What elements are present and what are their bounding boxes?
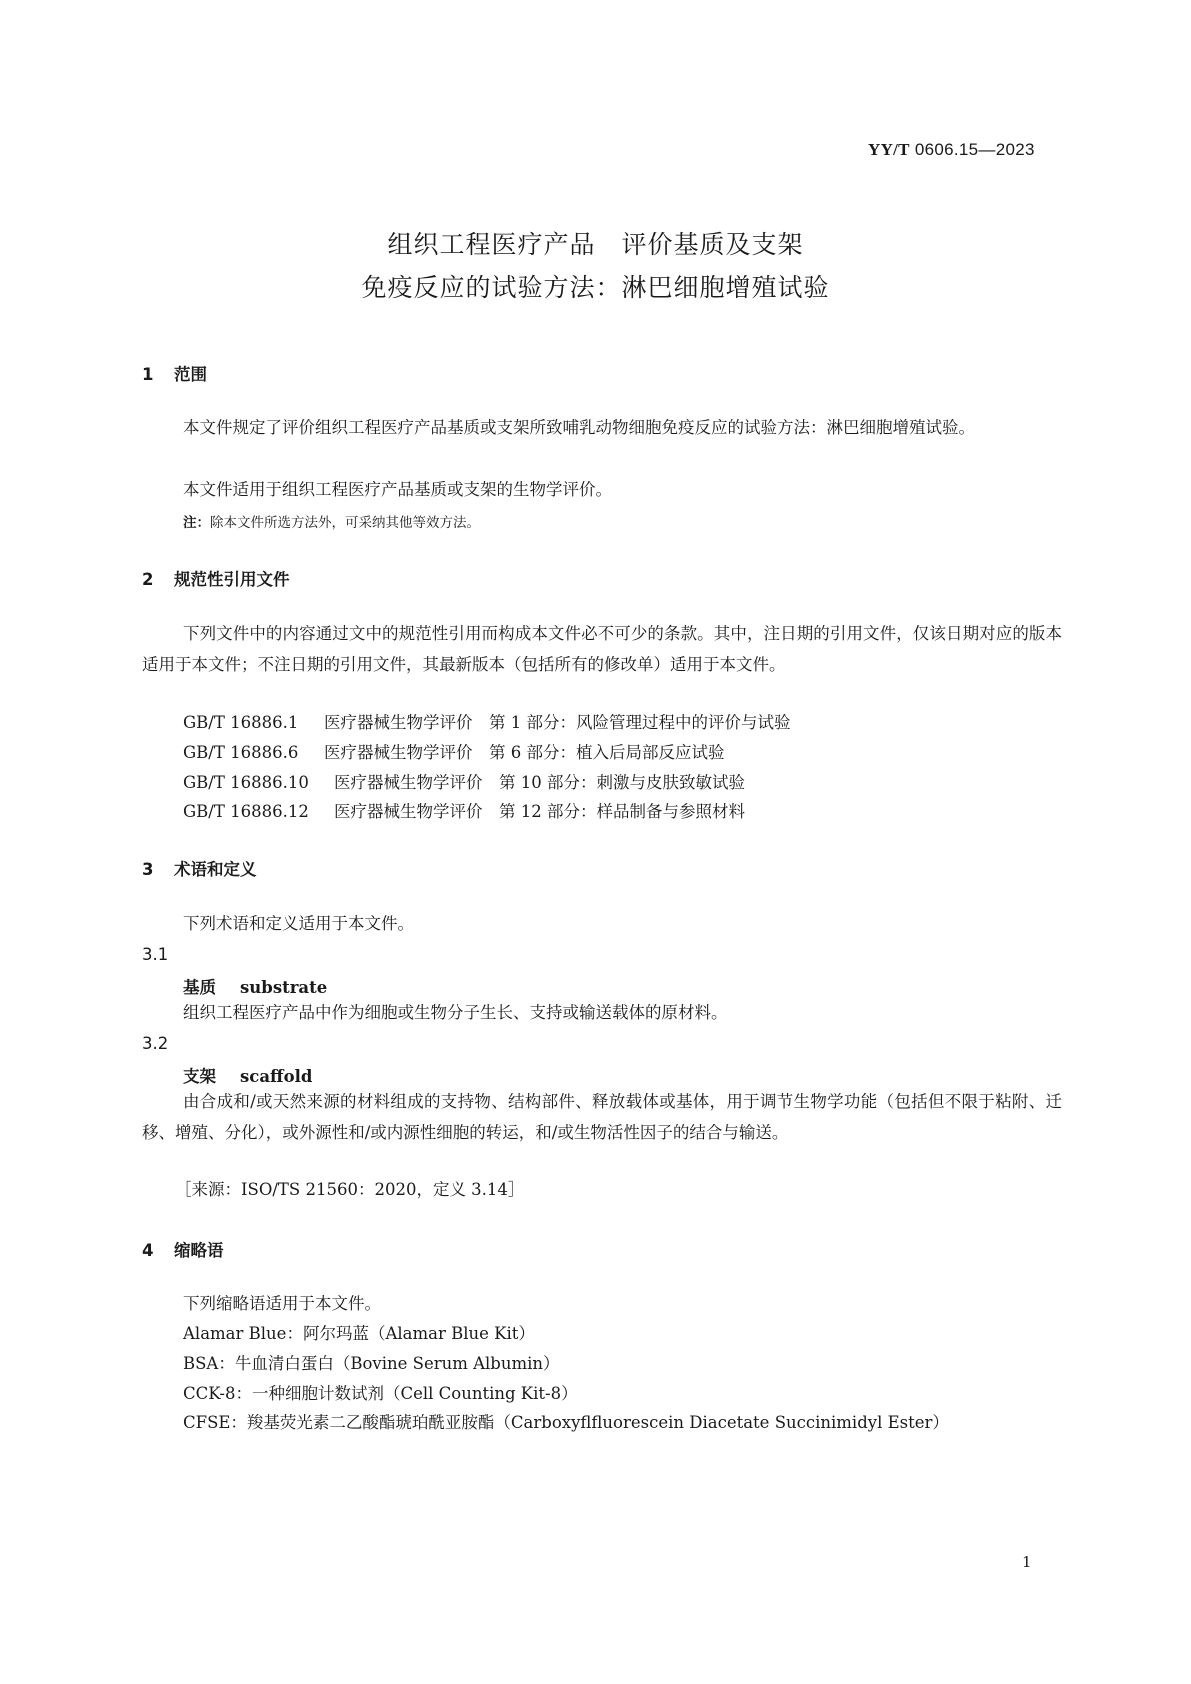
reference-doc-id: GB/T 16886.6 bbox=[183, 743, 299, 762]
standard-code-number: 0606.15—2023 bbox=[914, 140, 1035, 159]
section-number: 3 bbox=[142, 860, 154, 879]
section-number: 4 bbox=[142, 1241, 154, 1260]
standard-code-prefix: YY/T bbox=[868, 140, 910, 159]
definition-term bbox=[183, 974, 327, 998]
section-4-heading bbox=[142, 1237, 224, 1261]
normative-reference bbox=[183, 707, 791, 738]
reference-title: 医疗器械生物学评价 第 10 部分：刺激与皮肤致敏试验 bbox=[334, 773, 745, 792]
document-title-line-1: 组织工程医疗产品 评价基质及支架 bbox=[387, 230, 804, 259]
section-1-note bbox=[183, 511, 480, 531]
section-2-heading bbox=[142, 566, 290, 590]
note-label: 注： bbox=[183, 515, 210, 531]
abbreviation-item: CFSE：羧基荧光素二乙酸酯琥珀酰亚胺酯（Carboxyflfluorescein Diacetate Succinimidyl Ester） bbox=[183, 1413, 949, 1432]
section-title: 规范性引用文件 bbox=[174, 570, 290, 589]
page-number: 1 bbox=[1022, 1553, 1032, 1571]
abbreviation-item: BSA：牛血清白蛋白（Bovine Serum Albumin） bbox=[183, 1354, 560, 1373]
standard-code bbox=[868, 140, 1035, 160]
term-chinese: 基质 bbox=[183, 978, 216, 997]
document-title-line-2: 免疫反应的试验方法：淋巴细胞增殖试验 bbox=[361, 273, 830, 302]
reference-title: 医疗器械生物学评价 第 12 部分：样品制备与参照材料 bbox=[334, 802, 745, 821]
section-number: 2 bbox=[142, 570, 154, 589]
abbreviation-item: Alamar Blue：阿尔玛蓝（Alamar Blue Kit） bbox=[183, 1324, 535, 1343]
definition-term bbox=[183, 1063, 312, 1087]
section-title: 范围 bbox=[174, 365, 207, 384]
section-title: 术语和定义 bbox=[174, 860, 257, 879]
section-3-heading bbox=[142, 856, 257, 880]
normative-reference bbox=[183, 796, 745, 827]
reference-doc-id: GB/T 16886.1 bbox=[183, 713, 299, 732]
definition-number: 3.2 bbox=[142, 1034, 169, 1053]
abbreviation-item: CCK-8：一种细胞计数试剂（Cell Counting Kit-8） bbox=[183, 1384, 578, 1403]
definition-number: 3.1 bbox=[142, 945, 169, 964]
term-english: scaffold bbox=[240, 1067, 313, 1086]
section-title: 缩略语 bbox=[174, 1241, 224, 1260]
note-text: 除本文件所选方法外，可采纳其他等效方法。 bbox=[210, 515, 480, 531]
reference-title: 医疗器械生物学评价 第 6 部分：植入后局部反应试验 bbox=[324, 743, 725, 762]
section-1-paragraph-1: 本文件规定了评价组织工程医疗产品基质或支架所致哺乳动物细胞免疫反应的试验方法：淋巴细胞增殖试验。 bbox=[183, 418, 975, 437]
section-1-heading bbox=[142, 361, 207, 385]
term-english: substrate bbox=[240, 978, 328, 997]
section-2-paragraph: 下列文件中的内容通过文中的规范性引用而构成本文件必不可少的条款。其中，注日期的引用文件，仅该日期对应的版本适用于本文件；不注日期的引用文件，其最新版本（包括所有的修改单）适用于本文件。 bbox=[142, 624, 1062, 674]
section-4-intro: 下列缩略语适用于本文件。 bbox=[183, 1294, 381, 1313]
definition-source: ［来源：ISO/TS 21560：2020，定义 3.14］ bbox=[175, 1180, 525, 1199]
reference-doc-id: GB/T 16886.12 bbox=[183, 802, 309, 821]
definition-text: 由合成和/或天然来源的材料组成的支持物、结构部件、释放载体或基体，用于调节生物学功能（包括但不限于粘附、迁移、增殖、分化），或外源性和/或内源性细胞的转运，和/或生物活性因子的结合与输送。 bbox=[142, 1092, 1062, 1142]
reference-doc-id: GB/T 16886.10 bbox=[183, 773, 309, 792]
definition-text: 组织工程医疗产品中作为细胞或生物分子生长、支持或输送载体的原材料。 bbox=[183, 1003, 728, 1022]
section-number: 1 bbox=[142, 365, 154, 384]
reference-title: 医疗器械生物学评价 第 1 部分：风险管理过程中的评价与试验 bbox=[324, 713, 791, 732]
term-chinese: 支架 bbox=[183, 1067, 216, 1086]
normative-reference bbox=[183, 767, 745, 798]
normative-reference bbox=[183, 737, 725, 768]
section-3-intro: 下列术语和定义适用于本文件。 bbox=[183, 914, 414, 933]
section-1-paragraph-2: 本文件适用于组织工程医疗产品基质或支架的生物学评价。 bbox=[183, 480, 612, 499]
